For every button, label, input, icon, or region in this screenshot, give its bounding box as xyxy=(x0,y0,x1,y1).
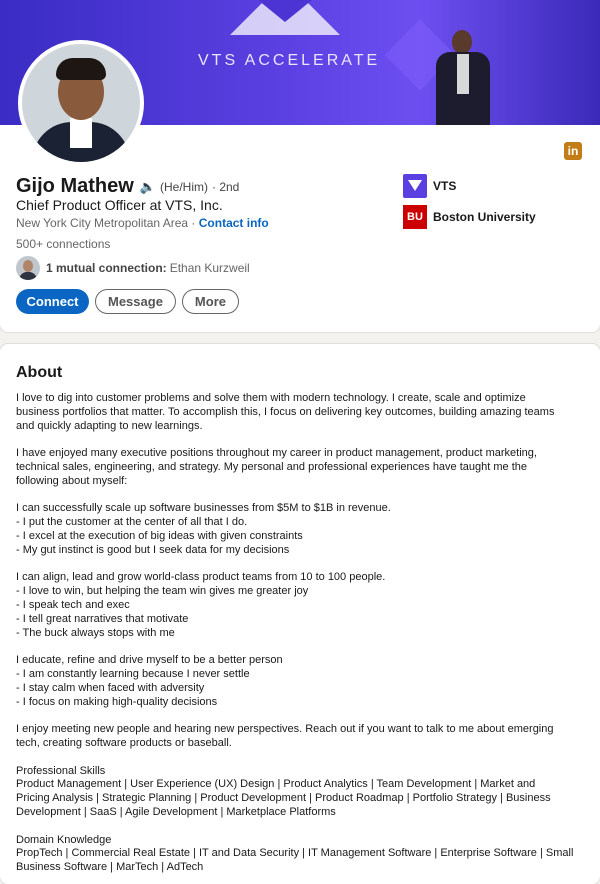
connections-count[interactable]: 500+ connections xyxy=(16,237,111,251)
current-company[interactable] xyxy=(403,174,456,198)
profile-headline: Chief Product Officer at VTS, Inc. xyxy=(16,197,223,213)
profile-location: New York City Metropolitan Area xyxy=(16,216,189,230)
about-text: I love to dig into customer problems and solve them with modern technology. I create, scale and optimize business portfolios that matter. To accomplish this, I focus on delivering key outcomes, building amazing teams and quickly adapting to new learnings. I have enjoyed many executive positions throughout my career in product management, product marketing, technical sales, engineering, and strategy. My personal and professional experiences have taught me the following about myself: I can successfully scale up software businesses from $5M to $1B in revenue. - I put the customer at the center of all that I do. - I excel at the execution of big ideas with given constraints - My gut instinct is good but I seek data for my decisions I can align, lead and grow world-class product teams from 10 to 100 people. - I love to win, but helping the team win gives me greater joy - I speak tech and exec - I tell great narratives that motivate - The buck always stops with me I educate, refine and drive myself to be a better person - I am constantly learning because I never settle - I stay calm when faced with adversity - I focus on making high-quality decisions I enjoy meeting new people and hearing new perspectives. Reach out if you want to talk to me about emerging tech, creating software products or baseball. Professional Skills Product Management | User Experience (UX) Design | Product Analytics | Team Development | Market and Pricing Analysis | Strategic Planning | Product Development | Product Roadmap | Portfolio Strategy | Business Development | SaaS | Agile Development | Marketplace Platforms Domain Knowledge PropTech | Commercial Real Estate | IT and Data Security | IT Management Software | Enterprise Software | Small Business Software | MarTech | AdTech xyxy=(16,392,574,874)
mutual-connection-row[interactable] xyxy=(16,256,250,280)
mutual-connection-name: Ethan Kurzweil xyxy=(169,261,250,275)
mutual-connection-label: 1 mutual connection: xyxy=(46,261,167,275)
banner-text: VTS ACCELERATE xyxy=(198,52,381,69)
about-title: About xyxy=(16,364,63,381)
pronouns: (He/Him) xyxy=(159,179,208,194)
message-button[interactable]: Message xyxy=(95,289,176,314)
about-section xyxy=(0,344,600,884)
linkedin-icon[interactable]: in xyxy=(564,142,582,160)
banner-speaker-image xyxy=(428,30,498,125)
location-separator: · xyxy=(188,216,199,230)
location-row xyxy=(16,216,269,230)
company-name: VTS xyxy=(433,179,457,193)
connection-degree: · 2nd xyxy=(211,179,240,194)
education-school[interactable] xyxy=(403,205,536,229)
boston-university-logo-icon: BU xyxy=(403,205,427,229)
profile-top-card xyxy=(0,0,600,332)
school-name: Boston University xyxy=(433,210,536,224)
profile-name: Gijo Mathew xyxy=(16,175,134,197)
name-row xyxy=(16,175,239,198)
contact-info-link[interactable]: Contact info xyxy=(198,216,269,230)
speaker-icon[interactable]: 🔈 xyxy=(139,178,156,194)
profile-avatar[interactable] xyxy=(18,40,144,166)
mutual-connection-avatar xyxy=(16,256,40,280)
vts-logo-icon xyxy=(403,174,427,198)
profile-actions xyxy=(16,289,239,314)
banner-logo-cutout xyxy=(258,0,312,22)
connect-button[interactable]: Connect xyxy=(16,289,89,314)
more-button[interactable]: More xyxy=(182,289,239,314)
